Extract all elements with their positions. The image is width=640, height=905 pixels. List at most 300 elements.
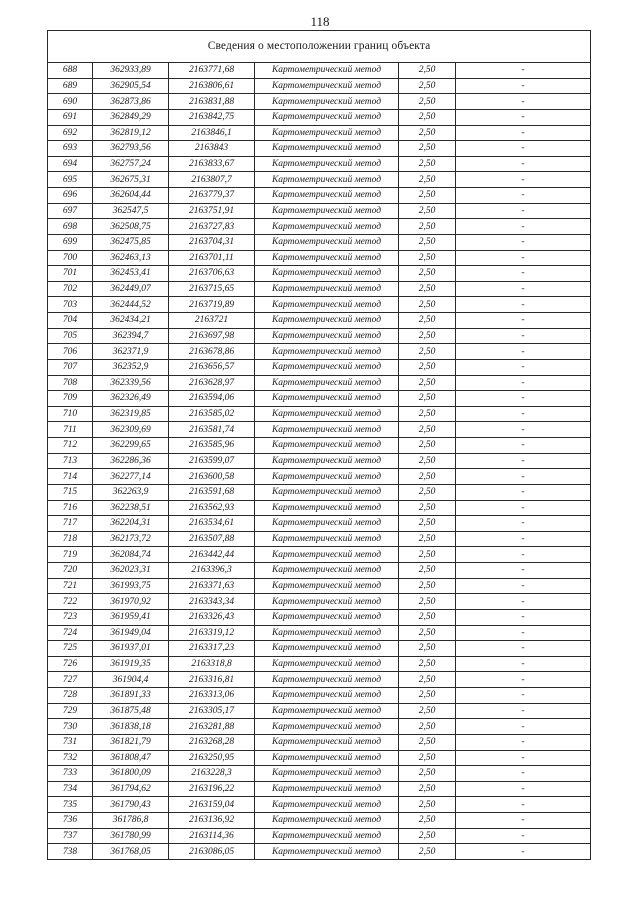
note-cell: - <box>456 547 591 563</box>
table-row <box>48 328 591 344</box>
method-cell: Картометрический метод <box>255 672 399 688</box>
method-cell: Картометрический метод <box>255 797 399 813</box>
coordinate-x-cell: 362204,31 <box>93 516 169 532</box>
table-row <box>48 531 591 547</box>
table-title-row <box>48 31 591 63</box>
coordinate-y-cell: 2163313,06 <box>169 688 255 704</box>
coordinate-x-cell: 362449,07 <box>93 281 169 297</box>
coordinate-x-cell: 362933,89 <box>93 63 169 79</box>
precision-cell: 2,50 <box>399 141 456 157</box>
method-cell: Картометрический метод <box>255 94 399 110</box>
point-number-cell: 729 <box>48 703 93 719</box>
method-cell: Картометрический метод <box>255 188 399 204</box>
note-cell: - <box>456 281 591 297</box>
table-row <box>48 344 591 360</box>
coordinate-y-cell: 2163701,11 <box>169 250 255 266</box>
note-cell: - <box>456 703 591 719</box>
precision-cell: 2,50 <box>399 313 456 329</box>
coordinate-x-cell: 362905,54 <box>93 78 169 94</box>
point-number-cell: 694 <box>48 156 93 172</box>
method-cell: Картометрический метод <box>255 625 399 641</box>
method-cell: Картометрический метод <box>255 328 399 344</box>
coordinate-y-cell: 2163807,7 <box>169 172 255 188</box>
precision-cell: 2,50 <box>399 703 456 719</box>
coordinate-y-cell: 2163846,1 <box>169 125 255 141</box>
coordinate-y-cell: 2163086,05 <box>169 844 255 860</box>
method-cell: Картометрический метод <box>255 344 399 360</box>
note-cell: - <box>456 719 591 735</box>
table-row <box>48 375 591 391</box>
note-cell: - <box>456 391 591 407</box>
table-row <box>48 297 591 313</box>
coordinate-x-cell: 362263,9 <box>93 484 169 500</box>
precision-cell: 2,50 <box>399 156 456 172</box>
precision-cell: 2,50 <box>399 266 456 282</box>
point-number-cell: 695 <box>48 172 93 188</box>
precision-cell: 2,50 <box>399 578 456 594</box>
point-number-cell: 698 <box>48 219 93 235</box>
precision-cell: 2,50 <box>399 109 456 125</box>
precision-cell: 2,50 <box>399 813 456 829</box>
point-number-cell: 688 <box>48 63 93 79</box>
coordinate-y-cell: 2163727,83 <box>169 219 255 235</box>
coordinate-y-cell: 2163316,81 <box>169 672 255 688</box>
coordinate-y-cell: 2163343,34 <box>169 594 255 610</box>
coordinate-x-cell: 361790,43 <box>93 797 169 813</box>
coordinate-y-cell: 2163779,37 <box>169 188 255 204</box>
coordinate-y-cell: 2163833,67 <box>169 156 255 172</box>
coordinate-y-cell: 2163136,92 <box>169 813 255 829</box>
coordinate-y-cell: 2163319,12 <box>169 625 255 641</box>
coordinate-y-cell: 2163842,75 <box>169 109 255 125</box>
coordinate-x-cell: 362319,85 <box>93 406 169 422</box>
note-cell: - <box>456 359 591 375</box>
point-number-cell: 706 <box>48 344 93 360</box>
coordinate-x-cell: 362849,29 <box>93 109 169 125</box>
coordinate-x-cell: 362286,36 <box>93 453 169 469</box>
table-row <box>48 391 591 407</box>
coordinate-y-cell: 2163371,63 <box>169 578 255 594</box>
point-number-cell: 728 <box>48 688 93 704</box>
point-number-cell: 691 <box>48 109 93 125</box>
note-cell: - <box>456 594 591 610</box>
coordinate-x-cell: 362604,44 <box>93 188 169 204</box>
coordinate-x-cell: 362475,85 <box>93 234 169 250</box>
precision-cell: 2,50 <box>399 406 456 422</box>
note-cell: - <box>456 250 591 266</box>
precision-cell: 2,50 <box>399 594 456 610</box>
coordinate-x-cell: 362873,86 <box>93 94 169 110</box>
table-row <box>48 188 591 204</box>
table-row <box>48 844 591 860</box>
table-row <box>48 359 591 375</box>
point-number-cell: 718 <box>48 531 93 547</box>
method-cell: Картометрический метод <box>255 203 399 219</box>
note-cell: - <box>456 156 591 172</box>
point-number-cell: 733 <box>48 766 93 782</box>
point-number-cell: 730 <box>48 719 93 735</box>
coordinate-y-cell: 2163599,07 <box>169 453 255 469</box>
table-row <box>48 547 591 563</box>
table-row <box>48 563 591 579</box>
note-cell: - <box>456 563 591 579</box>
method-cell: Картометрический метод <box>255 250 399 266</box>
precision-cell: 2,50 <box>399 422 456 438</box>
table-row <box>48 609 591 625</box>
note-cell: - <box>456 422 591 438</box>
precision-cell: 2,50 <box>399 609 456 625</box>
method-cell: Картометрический метод <box>255 719 399 735</box>
note-cell: - <box>456 234 591 250</box>
precision-cell: 2,50 <box>399 281 456 297</box>
precision-cell: 2,50 <box>399 547 456 563</box>
precision-cell: 2,50 <box>399 625 456 641</box>
point-number-cell: 717 <box>48 516 93 532</box>
coordinate-y-cell: 2163585,02 <box>169 406 255 422</box>
table-row <box>48 719 591 735</box>
table-row <box>48 453 591 469</box>
precision-cell: 2,50 <box>399 391 456 407</box>
table-row <box>48 438 591 454</box>
coordinate-y-cell: 2163507,88 <box>169 531 255 547</box>
note-cell: - <box>456 125 591 141</box>
coordinate-x-cell: 362453,41 <box>93 266 169 282</box>
precision-cell: 2,50 <box>399 78 456 94</box>
coordinate-y-cell: 2163715,65 <box>169 281 255 297</box>
point-number-cell: 727 <box>48 672 93 688</box>
coordinate-x-cell: 362023,31 <box>93 563 169 579</box>
point-number-cell: 701 <box>48 266 93 282</box>
method-cell: Картометрический метод <box>255 313 399 329</box>
table-row <box>48 750 591 766</box>
coordinate-x-cell: 361800,09 <box>93 766 169 782</box>
method-cell: Картометрический метод <box>255 359 399 375</box>
precision-cell: 2,50 <box>399 469 456 485</box>
precision-cell: 2,50 <box>399 438 456 454</box>
precision-cell: 2,50 <box>399 453 456 469</box>
precision-cell: 2,50 <box>399 297 456 313</box>
table-row <box>48 516 591 532</box>
point-number-cell: 690 <box>48 94 93 110</box>
coordinate-x-cell: 362371,9 <box>93 344 169 360</box>
table-row <box>48 406 591 422</box>
table-row <box>48 672 591 688</box>
coordinate-x-cell: 361959,41 <box>93 609 169 625</box>
method-cell: Картометрический метод <box>255 750 399 766</box>
table-row <box>48 109 591 125</box>
note-cell: - <box>456 578 591 594</box>
table-row <box>48 703 591 719</box>
table-row <box>48 125 591 141</box>
note-cell: - <box>456 297 591 313</box>
note-cell: - <box>456 750 591 766</box>
point-number-cell: 738 <box>48 844 93 860</box>
note-cell: - <box>456 625 591 641</box>
precision-cell: 2,50 <box>399 328 456 344</box>
method-cell: Картометрический метод <box>255 813 399 829</box>
coordinate-x-cell: 362675,31 <box>93 172 169 188</box>
method-cell: Картометрический метод <box>255 516 399 532</box>
table-row <box>48 484 591 500</box>
coordinate-x-cell: 361993,75 <box>93 578 169 594</box>
method-cell: Картометрический метод <box>255 578 399 594</box>
coordinate-x-cell: 362238,51 <box>93 500 169 516</box>
point-number-cell: 735 <box>48 797 93 813</box>
precision-cell: 2,50 <box>399 172 456 188</box>
coordinate-x-cell: 361780,99 <box>93 828 169 844</box>
coordinate-y-cell: 2163697,98 <box>169 328 255 344</box>
table-row <box>48 781 591 797</box>
precision-cell: 2,50 <box>399 375 456 391</box>
precision-cell: 2,50 <box>399 203 456 219</box>
method-cell: Картометрический метод <box>255 375 399 391</box>
table-row <box>48 813 591 829</box>
point-number-cell: 721 <box>48 578 93 594</box>
point-number-cell: 734 <box>48 781 93 797</box>
precision-cell: 2,50 <box>399 719 456 735</box>
coordinate-y-cell: 2163326,43 <box>169 609 255 625</box>
coordinate-x-cell: 361821,79 <box>93 734 169 750</box>
coordinate-y-cell: 2163719,89 <box>169 297 255 313</box>
coordinate-y-cell: 2163600,58 <box>169 469 255 485</box>
note-cell: - <box>456 172 591 188</box>
method-cell: Картометрический метод <box>255 391 399 407</box>
coordinate-y-cell: 2163159,04 <box>169 797 255 813</box>
point-number-cell: 712 <box>48 438 93 454</box>
table-row <box>48 734 591 750</box>
coordinate-y-cell: 2163831,88 <box>169 94 255 110</box>
table-row <box>48 203 591 219</box>
coordinate-y-cell: 2163594,06 <box>169 391 255 407</box>
precision-cell: 2,50 <box>399 531 456 547</box>
note-cell: - <box>456 484 591 500</box>
point-number-cell: 699 <box>48 234 93 250</box>
precision-cell: 2,50 <box>399 656 456 672</box>
method-cell: Картометрический метод <box>255 469 399 485</box>
method-cell: Картометрический метод <box>255 156 399 172</box>
coordinate-y-cell: 2163268,28 <box>169 734 255 750</box>
coordinate-x-cell: 362819,12 <box>93 125 169 141</box>
table-row <box>48 172 591 188</box>
table-row <box>48 594 591 610</box>
method-cell: Картометрический метод <box>255 484 399 500</box>
precision-cell: 2,50 <box>399 234 456 250</box>
point-number-cell: 722 <box>48 594 93 610</box>
page-title: Сведения о местоположении границ объекта <box>48 31 591 63</box>
method-cell: Картометрический метод <box>255 297 399 313</box>
coordinate-x-cell: 362394,7 <box>93 328 169 344</box>
table-row <box>48 578 591 594</box>
method-cell: Картометрический метод <box>255 844 399 860</box>
table-row <box>48 141 591 157</box>
point-number-cell: 715 <box>48 484 93 500</box>
table-row <box>48 422 591 438</box>
method-cell: Картометрический метод <box>255 500 399 516</box>
note-cell: - <box>456 656 591 672</box>
coordinate-y-cell: 2163585,96 <box>169 438 255 454</box>
table-row <box>48 78 591 94</box>
note-cell: - <box>456 641 591 657</box>
precision-cell: 2,50 <box>399 125 456 141</box>
table-row <box>48 500 591 516</box>
point-number-cell: 732 <box>48 750 93 766</box>
point-number-cell: 705 <box>48 328 93 344</box>
coordinate-x-cell: 362434,21 <box>93 313 169 329</box>
note-cell: - <box>456 609 591 625</box>
point-number-cell: 719 <box>48 547 93 563</box>
point-number-cell: 700 <box>48 250 93 266</box>
coordinate-y-cell: 2163114,36 <box>169 828 255 844</box>
coordinate-y-cell: 2163806,61 <box>169 78 255 94</box>
coordinate-y-cell: 2163771,68 <box>169 63 255 79</box>
coordinate-y-cell: 2163581,74 <box>169 422 255 438</box>
note-cell: - <box>456 844 591 860</box>
coordinate-x-cell: 361949,04 <box>93 625 169 641</box>
precision-cell: 2,50 <box>399 516 456 532</box>
note-cell: - <box>456 344 591 360</box>
coordinate-x-cell: 361970,92 <box>93 594 169 610</box>
table-row <box>48 469 591 485</box>
coordinate-x-cell: 362299,65 <box>93 438 169 454</box>
coordinate-x-cell: 361808,47 <box>93 750 169 766</box>
table-row <box>48 688 591 704</box>
coordinate-y-cell: 2163591,68 <box>169 484 255 500</box>
note-cell: - <box>456 219 591 235</box>
table-row <box>48 641 591 657</box>
coordinate-y-cell: 2163442,44 <box>169 547 255 563</box>
coordinate-x-cell: 362463,13 <box>93 250 169 266</box>
note-cell: - <box>456 78 591 94</box>
table-row <box>48 797 591 813</box>
method-cell: Картометрический метод <box>255 609 399 625</box>
coordinate-y-cell: 2163704,31 <box>169 234 255 250</box>
note-cell: - <box>456 688 591 704</box>
note-cell: - <box>456 406 591 422</box>
point-number-cell: 689 <box>48 78 93 94</box>
table-row <box>48 250 591 266</box>
table-row <box>48 266 591 282</box>
note-cell: - <box>456 266 591 282</box>
point-number-cell: 692 <box>48 125 93 141</box>
point-number-cell: 702 <box>48 281 93 297</box>
table-row <box>48 219 591 235</box>
method-cell: Картометрический метод <box>255 234 399 250</box>
precision-cell: 2,50 <box>399 359 456 375</box>
point-number-cell: 726 <box>48 656 93 672</box>
note-cell: - <box>456 734 591 750</box>
note-cell: - <box>456 469 591 485</box>
note-cell: - <box>456 94 591 110</box>
precision-cell: 2,50 <box>399 828 456 844</box>
coordinate-x-cell: 361768,05 <box>93 844 169 860</box>
note-cell: - <box>456 109 591 125</box>
coordinate-x-cell: 362444,52 <box>93 297 169 313</box>
precision-cell: 2,50 <box>399 250 456 266</box>
point-number-cell: 709 <box>48 391 93 407</box>
coordinate-y-cell: 2163318,8 <box>169 656 255 672</box>
precision-cell: 2,50 <box>399 734 456 750</box>
coordinate-x-cell: 362277,14 <box>93 469 169 485</box>
precision-cell: 2,50 <box>399 672 456 688</box>
note-cell: - <box>456 453 591 469</box>
method-cell: Картометрический метод <box>255 547 399 563</box>
coordinate-y-cell: 2163534,61 <box>169 516 255 532</box>
method-cell: Картометрический метод <box>255 281 399 297</box>
coordinate-x-cell: 361838,18 <box>93 719 169 735</box>
method-cell: Картометрический метод <box>255 109 399 125</box>
method-cell: Картометрический метод <box>255 141 399 157</box>
point-number-cell: 736 <box>48 813 93 829</box>
method-cell: Картометрический метод <box>255 828 399 844</box>
coordinate-y-cell: 2163751,91 <box>169 203 255 219</box>
coordinate-y-cell: 2163678,86 <box>169 344 255 360</box>
method-cell: Картометрический метод <box>255 406 399 422</box>
note-cell: - <box>456 500 591 516</box>
point-number-cell: 704 <box>48 313 93 329</box>
note-cell: - <box>456 516 591 532</box>
point-number-cell: 707 <box>48 359 93 375</box>
coordinate-y-cell: 2163628,97 <box>169 375 255 391</box>
coordinate-y-cell: 2163317,23 <box>169 641 255 657</box>
method-cell: Картометрический метод <box>255 734 399 750</box>
precision-cell: 2,50 <box>399 219 456 235</box>
note-cell: - <box>456 313 591 329</box>
coordinate-x-cell: 362326,49 <box>93 391 169 407</box>
method-cell: Картометрический метод <box>255 125 399 141</box>
note-cell: - <box>456 828 591 844</box>
coordinate-y-cell: 2163250,95 <box>169 750 255 766</box>
method-cell: Картометрический метод <box>255 422 399 438</box>
coordinate-y-cell: 2163562,93 <box>169 500 255 516</box>
note-cell: - <box>456 797 591 813</box>
method-cell: Картометрический метод <box>255 688 399 704</box>
table-row <box>48 625 591 641</box>
note-cell: - <box>456 203 591 219</box>
coordinate-y-cell: 2163656,57 <box>169 359 255 375</box>
point-number-cell: 716 <box>48 500 93 516</box>
note-cell: - <box>456 375 591 391</box>
method-cell: Картометрический метод <box>255 656 399 672</box>
precision-cell: 2,50 <box>399 750 456 766</box>
method-cell: Картометрический метод <box>255 594 399 610</box>
method-cell: Картометрический метод <box>255 438 399 454</box>
method-cell: Картометрический метод <box>255 219 399 235</box>
table-row <box>48 828 591 844</box>
coordinate-x-cell: 362508,75 <box>93 219 169 235</box>
table-body <box>48 63 591 860</box>
coordinate-x-cell: 362793,56 <box>93 141 169 157</box>
point-number-cell: 697 <box>48 203 93 219</box>
precision-cell: 2,50 <box>399 797 456 813</box>
page-number: 118 <box>310 14 330 29</box>
precision-cell: 2,50 <box>399 844 456 860</box>
point-number-cell: 725 <box>48 641 93 657</box>
note-cell: - <box>456 813 591 829</box>
coordinate-x-cell: 362352,9 <box>93 359 169 375</box>
note-cell: - <box>456 188 591 204</box>
precision-cell: 2,50 <box>399 500 456 516</box>
point-number-cell: 693 <box>48 141 93 157</box>
note-cell: - <box>456 531 591 547</box>
precision-cell: 2,50 <box>399 484 456 500</box>
method-cell: Картометрический метод <box>255 703 399 719</box>
point-number-cell: 713 <box>48 453 93 469</box>
point-number-cell: 696 <box>48 188 93 204</box>
precision-cell: 2,50 <box>399 688 456 704</box>
coordinate-x-cell: 362757,24 <box>93 156 169 172</box>
coordinate-x-cell: 362547,5 <box>93 203 169 219</box>
method-cell: Картометрический метод <box>255 531 399 547</box>
